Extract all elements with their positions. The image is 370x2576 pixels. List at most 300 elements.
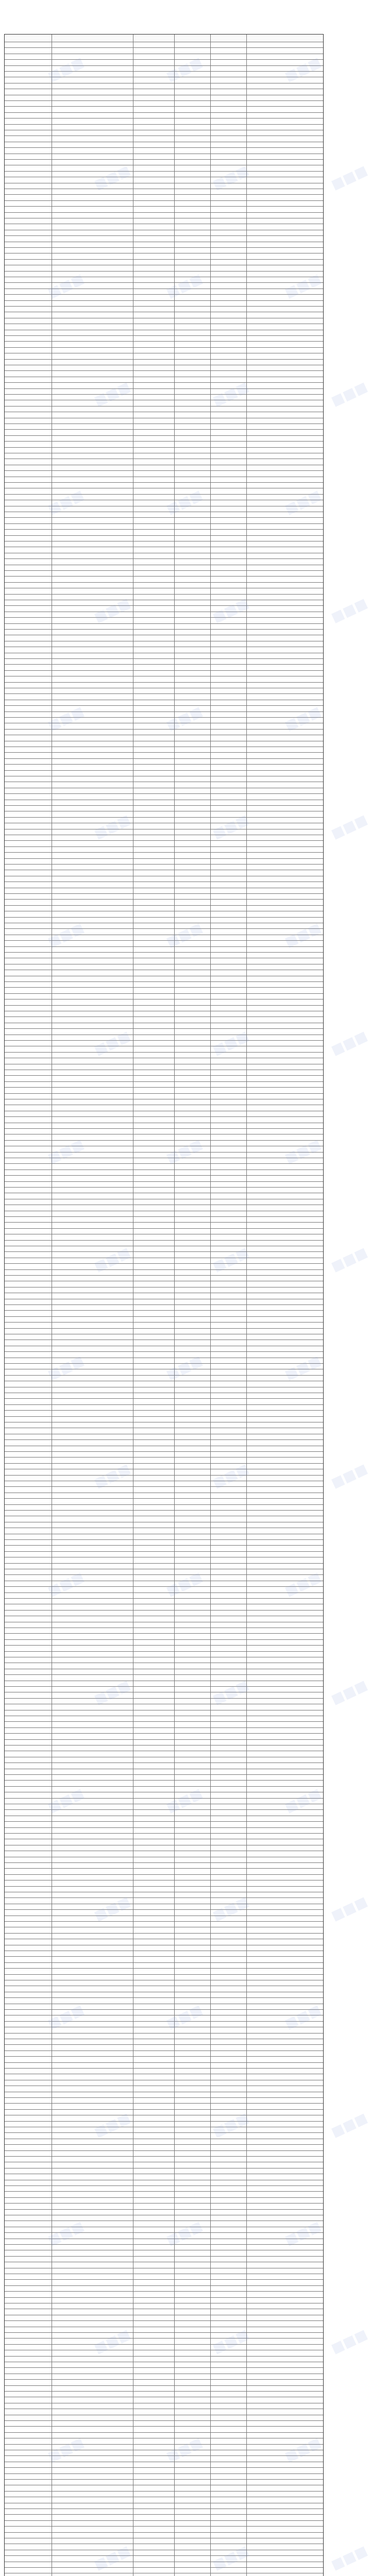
table-cell (52, 1058, 133, 1063)
table-cell (5, 2473, 52, 2479)
table-cell (211, 1035, 247, 1040)
table-cell (5, 42, 52, 47)
table-cell (175, 189, 211, 194)
table-cell (52, 230, 133, 235)
table-cell (211, 1557, 247, 1563)
table-cell (5, 2097, 52, 2103)
table-cell (133, 1070, 175, 1075)
table-cell (5, 2362, 52, 2367)
table-cell (52, 928, 133, 934)
table-cell (5, 282, 52, 288)
table-cell (247, 2250, 323, 2256)
table-cell (175, 1574, 211, 1580)
table-cell (247, 805, 323, 811)
table-cell (5, 1404, 52, 1410)
table-cell (52, 1604, 133, 1609)
table-cell (52, 1234, 133, 1240)
table-cell (247, 500, 323, 505)
table-cell (211, 1216, 247, 1222)
table-cell (52, 1351, 133, 1357)
table-cell (5, 500, 52, 505)
table-cell (211, 1539, 247, 1545)
table-cell (175, 2156, 211, 2162)
table-cell (52, 1816, 133, 1821)
table-cell (175, 758, 211, 764)
table-cell (5, 1956, 52, 1962)
table-cell (133, 377, 175, 382)
table-cell (175, 2232, 211, 2238)
table-cell (52, 1880, 133, 1886)
table-cell (133, 2297, 175, 2303)
table-cell (52, 999, 133, 1005)
table-cell (52, 2068, 133, 2074)
table-cell (211, 676, 247, 682)
table-cell (133, 1187, 175, 1193)
table-cell (133, 1075, 175, 1081)
table-cell (211, 154, 247, 159)
table-cell (175, 1862, 211, 1868)
table-cell (175, 1716, 211, 1721)
table-cell (5, 764, 52, 770)
table-cell (247, 1874, 323, 1880)
table-cell (5, 1163, 52, 1169)
table-cell (247, 2338, 323, 2344)
table-cell (133, 594, 175, 600)
table-cell (175, 541, 211, 547)
table-cell (247, 2285, 323, 2291)
table-cell (211, 2374, 247, 2379)
table-cell (52, 882, 133, 887)
watermark-mark: ■■■ (329, 379, 370, 410)
table-cell (247, 1698, 323, 1704)
table-cell (211, 1745, 247, 1751)
table-cell (211, 1598, 247, 1604)
table-cell (247, 1099, 323, 1105)
table-cell (133, 59, 175, 65)
table-cell (133, 318, 175, 324)
table-cell (175, 1616, 211, 1621)
table-cell (5, 829, 52, 835)
table-cell (247, 394, 323, 400)
table-cell (5, 617, 52, 623)
table-cell (211, 124, 247, 130)
table-cell (52, 1052, 133, 1058)
table-cell (247, 335, 323, 341)
table-cell (5, 194, 52, 200)
table-cell (211, 1199, 247, 1205)
table-cell (5, 1105, 52, 1110)
table-cell (175, 242, 211, 247)
table-cell (175, 1798, 211, 1804)
table-cell (5, 823, 52, 828)
table-cell (52, 1986, 133, 1991)
table-cell (52, 1346, 133, 1351)
table-cell (5, 1093, 52, 1099)
watermark-mark: ■■■ (329, 162, 370, 193)
table-cell (175, 776, 211, 782)
watermark-mark: ■■■ (164, 703, 206, 734)
table-cell (52, 547, 133, 552)
table-cell (5, 2567, 52, 2573)
table-cell (133, 2274, 175, 2279)
table-cell (133, 570, 175, 576)
watermark-mark: ■■■ (92, 1028, 133, 1059)
table-cell (247, 793, 323, 799)
table-cell (5, 1757, 52, 1762)
watermark-mark: ■■■ (282, 1569, 324, 1600)
table-cell (52, 565, 133, 570)
table-cell (52, 2103, 133, 2109)
table-cell (52, 1933, 133, 1939)
table-cell (247, 523, 323, 529)
table-cell (5, 1363, 52, 1369)
table-cell (52, 294, 133, 300)
table-cell (247, 459, 323, 464)
table-cell (175, 2379, 211, 2385)
table-cell (5, 964, 52, 970)
table-cell (175, 2374, 211, 2379)
table-cell (5, 870, 52, 875)
table-cell (133, 1551, 175, 1557)
table-cell (5, 318, 52, 324)
table-cell (133, 65, 175, 71)
table-cell (133, 200, 175, 206)
table-cell (5, 541, 52, 547)
table-cell (133, 1757, 175, 1762)
table-cell (5, 2185, 52, 2191)
table-header-cell (52, 35, 133, 42)
table-cell (133, 565, 175, 570)
table-cell (52, 2033, 133, 2039)
table-cell (175, 2044, 211, 2050)
table-cell (5, 183, 52, 189)
table-cell (5, 235, 52, 241)
table-cell (175, 1586, 211, 1592)
table-cell (52, 800, 133, 805)
table-cell (133, 782, 175, 787)
table-cell (133, 2209, 175, 2215)
table-cell (5, 200, 52, 206)
table-cell (52, 1035, 133, 1040)
table-cell (211, 1134, 247, 1140)
table-cell (247, 2520, 323, 2526)
table-cell (52, 1551, 133, 1557)
table-header-cell (133, 35, 175, 42)
table-cell (52, 2156, 133, 2162)
table-cell (247, 2168, 323, 2174)
table-cell (133, 1211, 175, 1216)
table-cell (211, 529, 247, 535)
table-cell (175, 576, 211, 582)
table-cell (175, 312, 211, 317)
table-cell (52, 377, 133, 382)
table-cell (211, 1093, 247, 1099)
watermark-mark: ■■■ (329, 811, 370, 842)
table-cell (133, 1862, 175, 1868)
table-cell (247, 2450, 323, 2455)
table-cell (52, 588, 133, 594)
table-cell (52, 1128, 133, 1134)
table-cell (52, 1064, 133, 1070)
table-cell (5, 1686, 52, 1692)
table-cell (247, 382, 323, 388)
table-cell (247, 100, 323, 106)
table-cell (5, 1434, 52, 1439)
table-cell (5, 1510, 52, 1516)
table-cell (211, 1721, 247, 1727)
table-cell (5, 1222, 52, 1228)
table-cell (211, 1393, 247, 1398)
table-cell (211, 1933, 247, 1939)
table-cell (5, 1916, 52, 1921)
table-cell (175, 1886, 211, 1892)
table-cell (133, 1281, 175, 1286)
table-cell (211, 359, 247, 365)
table-cell (133, 2009, 175, 2015)
table-cell (52, 2279, 133, 2285)
table-cell (133, 1404, 175, 1410)
table-cell (211, 2044, 247, 2050)
watermark-mark: ■■■ (210, 2543, 252, 2573)
table-cell (52, 793, 133, 799)
table-cell (5, 1804, 52, 1809)
table-cell (133, 670, 175, 676)
table-cell (5, 1592, 52, 1598)
table-cell (247, 212, 323, 218)
table-cell (175, 77, 211, 82)
table-cell (5, 1939, 52, 1944)
table-cell (175, 2097, 211, 2103)
table-cell (133, 2562, 175, 2567)
table-cell (247, 553, 323, 558)
table-cell (175, 2420, 211, 2426)
table-cell (5, 2268, 52, 2274)
table-cell (5, 2503, 52, 2509)
table-cell (133, 2279, 175, 2285)
table-cell (5, 306, 52, 312)
table-cell (211, 1081, 247, 1087)
table-cell (247, 71, 323, 77)
table-cell (133, 289, 175, 294)
table-cell (175, 1064, 211, 1070)
table-cell (5, 1962, 52, 1968)
table-cell (175, 2320, 211, 2326)
table-cell (175, 582, 211, 588)
table-cell (175, 717, 211, 723)
table-cell (5, 1986, 52, 1991)
table-cell (175, 2180, 211, 2185)
table-cell (175, 1205, 211, 1210)
table-cell (133, 705, 175, 711)
table-cell (175, 1099, 211, 1105)
table-cell (247, 999, 323, 1005)
table-cell (133, 553, 175, 558)
table-cell (175, 1310, 211, 1316)
table-cell (133, 2250, 175, 2256)
table-cell (52, 2221, 133, 2226)
table-cell (52, 289, 133, 294)
table-cell (247, 2150, 323, 2156)
table-cell (247, 470, 323, 476)
table-cell (247, 2121, 323, 2127)
table-cell (211, 2514, 247, 2520)
table-cell (247, 1381, 323, 1386)
table-cell (247, 353, 323, 359)
table-cell (133, 2315, 175, 2320)
table-cell (133, 394, 175, 400)
table-cell (133, 1686, 175, 1692)
table-cell (133, 300, 175, 306)
table-cell (52, 1698, 133, 1704)
table-cell (175, 1804, 211, 1809)
table-cell (175, 1809, 211, 1815)
table-cell (175, 154, 211, 159)
table-cell (211, 1457, 247, 1463)
table-cell (175, 999, 211, 1005)
table-cell (247, 171, 323, 177)
table-cell (5, 1181, 52, 1187)
table-cell (5, 752, 52, 758)
watermark-mark: ■■■ (92, 162, 133, 193)
table-cell (247, 1304, 323, 1310)
table-cell (52, 77, 133, 82)
table-cell (52, 535, 133, 541)
table-cell (5, 1322, 52, 1328)
table-cell (133, 1657, 175, 1663)
table-cell (247, 1651, 323, 1657)
table-cell (175, 1857, 211, 1862)
table-cell (175, 1897, 211, 1903)
table-cell (247, 1774, 323, 1780)
table-cell (133, 2350, 175, 2355)
table-cell (52, 1751, 133, 1756)
table-cell (133, 2156, 175, 2162)
table-cell (5, 2004, 52, 2009)
table-cell (175, 670, 211, 676)
table-cell (247, 1422, 323, 1428)
table-cell (211, 1140, 247, 1146)
table-cell (175, 1105, 211, 1110)
table-cell (211, 2279, 247, 2285)
table-cell (52, 2250, 133, 2256)
table-cell (133, 259, 175, 265)
table-cell (247, 1005, 323, 1011)
table-cell (5, 1574, 52, 1580)
table-cell (52, 341, 133, 347)
table-cell (52, 1410, 133, 1416)
table-cell (211, 112, 247, 118)
table-cell (211, 2215, 247, 2221)
table-cell (52, 1216, 133, 1222)
table-cell (5, 588, 52, 594)
table-cell (5, 700, 52, 705)
table-cell (52, 1827, 133, 1833)
table-cell (52, 2567, 133, 2573)
table-cell (5, 2086, 52, 2091)
table-cell (175, 1140, 211, 1146)
watermark-mark: ■■■ (164, 54, 206, 85)
table-cell (52, 1428, 133, 1433)
table-cell (133, 658, 175, 664)
table-cell (5, 565, 52, 570)
table-cell (247, 2156, 323, 2162)
table-cell (133, 2497, 175, 2502)
table-cell (247, 2139, 323, 2144)
table-cell (52, 59, 133, 65)
table-cell (175, 406, 211, 412)
table-cell (247, 958, 323, 963)
table-cell (175, 1457, 211, 1463)
table-cell (211, 1516, 247, 1521)
table-cell (133, 1005, 175, 1011)
table-cell (133, 2303, 175, 2309)
table-cell (175, 1757, 211, 1762)
table-cell (175, 923, 211, 928)
table-cell (175, 2027, 211, 2032)
table-cell (5, 2074, 52, 2079)
table-cell (175, 1992, 211, 1997)
table-cell (211, 1616, 247, 1621)
table-cell (133, 118, 175, 124)
table-cell (247, 1258, 323, 1263)
table-cell (133, 693, 175, 699)
table-cell (52, 453, 133, 459)
table-cell (175, 2239, 211, 2244)
table-cell (247, 923, 323, 928)
table-cell (52, 1275, 133, 1281)
table-cell (133, 1762, 175, 1768)
table-cell (52, 118, 133, 124)
table-cell (52, 2150, 133, 2156)
table-cell (52, 1111, 133, 1116)
table-cell (5, 1486, 52, 1492)
table-cell (133, 829, 175, 835)
table-cell (52, 2080, 133, 2086)
table-cell (247, 964, 323, 970)
table-cell (247, 752, 323, 758)
table-cell (175, 1827, 211, 1833)
table-cell (247, 1240, 323, 1246)
table-cell (133, 1897, 175, 1903)
table-cell (52, 1681, 133, 1686)
table-cell (175, 2203, 211, 2209)
table-cell (5, 1739, 52, 1745)
table-cell (175, 976, 211, 981)
table-cell (5, 1974, 52, 1980)
table-cell (175, 2444, 211, 2450)
table-cell (247, 717, 323, 723)
table-cell (52, 2168, 133, 2174)
table-cell (211, 864, 247, 870)
table-cell (133, 1340, 175, 1345)
table-cell (52, 1892, 133, 1897)
table-cell (175, 1816, 211, 1821)
table-cell (247, 935, 323, 940)
table-cell (133, 230, 175, 235)
table-cell (211, 1187, 247, 1193)
table-cell (211, 1657, 247, 1663)
table-cell (133, 1916, 175, 1921)
table-cell (247, 2485, 323, 2490)
table-cell (211, 335, 247, 341)
table-cell (52, 870, 133, 875)
table-cell (211, 882, 247, 887)
table-cell (211, 1446, 247, 1451)
table-cell (52, 2004, 133, 2009)
table-cell (5, 970, 52, 975)
table-cell (52, 2485, 133, 2490)
table-cell (5, 406, 52, 412)
